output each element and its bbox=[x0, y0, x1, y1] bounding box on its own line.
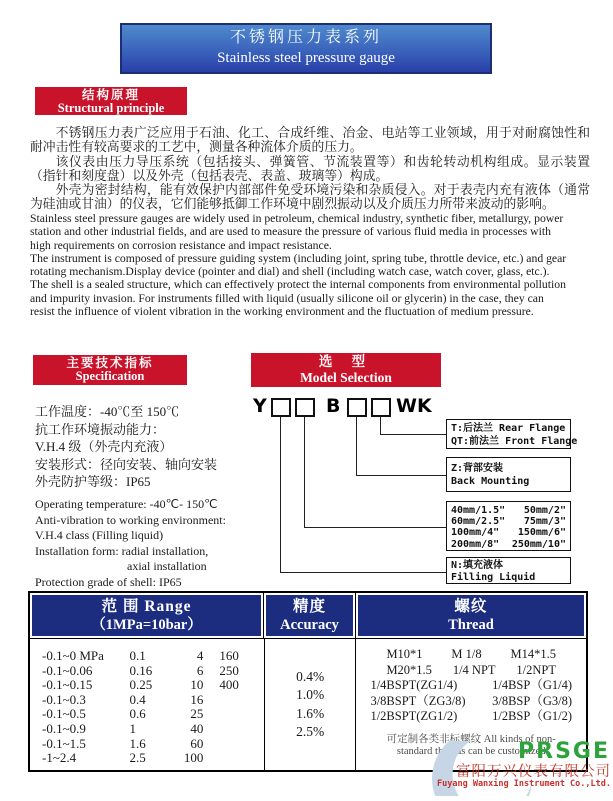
accuracy-value: 1.6% bbox=[296, 705, 325, 721]
size-value: 250mm/10" bbox=[511, 538, 566, 550]
size-row bbox=[451, 516, 566, 527]
spec-zh-line: V.H.4 级（外壳内充液） bbox=[35, 439, 173, 455]
model-code-y: Y bbox=[253, 395, 267, 417]
header-range-sub: （1MPa=10bar） bbox=[91, 617, 202, 633]
callout-mounting bbox=[446, 457, 571, 492]
badge-structural-en: Structural principle bbox=[57, 101, 165, 115]
size-value: 75mm/3" bbox=[523, 516, 566, 528]
callout-mounting-line1: Z:背部安装 bbox=[451, 463, 504, 474]
badge-model-en: Model Selection bbox=[300, 370, 392, 385]
intro-en-p1: Stainless steel pressure gauges are widely used in petroleum, chemical industry, synthetic fiber, metallurgy, power station and other industrial fields, and are used to measure the pressure of various fluid media in processes with high requirements on corrosion resistance and impact resistance. bbox=[30, 212, 564, 252]
spec-en-line: Anti-vibration to working environment: bbox=[35, 512, 226, 527]
spec-en-line: Operating temperature: -40℃- 150℃ bbox=[35, 497, 218, 511]
size-value: 40mm/1.5" bbox=[451, 505, 506, 516]
header-range-zh: 范 围 Range bbox=[101, 598, 192, 615]
intro-zh-p2: 该仪表由压力导压系统（包括接头、弹簧管、节流装置等）和齿轮转动机构组成。显示装置（指针和刻度盘）以及外壳（包括表壳、表盖、玻璃等）构成。 bbox=[30, 154, 590, 183]
accuracy-value: 0.4% bbox=[296, 669, 325, 684]
header-accuracy-zh: 精度 bbox=[292, 598, 326, 615]
range-row: -0.1~0.9 1 40 bbox=[42, 720, 204, 736]
intro-chinese bbox=[30, 126, 590, 212]
intro-en-p2: The instrument is composed of pressure guiding system (including joint, spring tube, throttle device, etc.) and gear rotating mechanism.Display device (pointer and dial) and shell (including watch case, watch cover, glass, etc.). bbox=[30, 251, 567, 279]
connector-line bbox=[380, 417, 381, 435]
accuracy-cell bbox=[265, 639, 356, 771]
badge-structural-principle bbox=[35, 87, 187, 115]
company-name-zh: 富阳万兴仪表有限公司 bbox=[456, 764, 611, 780]
company-logo-prsge: PRSGE bbox=[518, 739, 610, 764]
spec-en-line: axial installation bbox=[127, 559, 207, 574]
connector-line bbox=[380, 434, 446, 435]
callout-filling-line1: N:填充液体 bbox=[451, 560, 504, 571]
thread-row: M20*1.5 1/4 NPT 1/2NPT bbox=[386, 662, 556, 677]
company-name-en: Fuyang Wanxing Instrument Co.,Ltd. bbox=[437, 779, 611, 789]
connector-line bbox=[280, 572, 446, 573]
badge-model-zh: 选 型 bbox=[318, 354, 374, 369]
thread-row: 1/4BSPT(ZG1/4) 1/4BSP（G1/4) bbox=[370, 678, 572, 693]
callout-flange-line2: QT:前法兰 Front Flange bbox=[451, 436, 578, 447]
header-accuracy-en: Accuracy bbox=[280, 617, 339, 633]
model-code-box-3 bbox=[347, 398, 367, 417]
range-row: -0.1~0.15 0.25 10 400 bbox=[42, 677, 239, 693]
intro-en-p3: The shell is a sealed structure, which can effectively protect the internal components from environmental pollution and impurity invasion. For instruments filled with liquid (usually silicone oil or glycerin) in the case, they can resist the influence of violent vibration in the working environment and the fluctuation of medium pressure. bbox=[30, 278, 566, 319]
badge-spec-en: Specification bbox=[75, 369, 145, 383]
thread-row: M10*1 M 1/8 M14*1.5 bbox=[386, 647, 556, 661]
range-row: -0.1~0 MPa 0.1 4 160 bbox=[42, 648, 239, 663]
callout-mounting-line2: Back Mounting bbox=[451, 476, 530, 487]
connector-line bbox=[356, 475, 446, 476]
header-thread-zh: 螺纹 bbox=[454, 598, 488, 615]
title-en: Stainless steel pressure gauge bbox=[217, 50, 395, 66]
badge-structural-zh: 结构原理 bbox=[81, 88, 140, 102]
accuracy-value: 1.0% bbox=[296, 687, 325, 703]
intro-zh-p3: 外壳为密封结构，能有效保护内部部件免受环境污染和杂质侵入。对于表壳内充有液体（通常为硅油或甘油）的仪表，它们能够抵御工作环境中剧烈振动以及介质压力所带来波动的影响。 bbox=[30, 183, 590, 212]
callout-filling-line2: Filling Liquid bbox=[451, 571, 536, 583]
thread-row: 1/2BSPT(ZG1/2) 1/2BSP（G1/2) bbox=[370, 709, 572, 724]
spec-zh-line: 外壳防护等级：IP65 bbox=[35, 474, 151, 490]
size-row bbox=[451, 505, 566, 516]
connector-line bbox=[356, 417, 357, 476]
model-code-box-2 bbox=[295, 398, 315, 417]
size-value: 200mm/8" bbox=[451, 538, 500, 550]
range-row: -0.1~0.3 0.4 16 bbox=[42, 691, 204, 707]
model-code-b: B bbox=[326, 395, 341, 417]
range-row: -0.1~0.5 0.6 25 bbox=[42, 706, 204, 722]
range-row: -0.1~0.06 0.16 6 250 bbox=[42, 662, 239, 678]
intro-zh-p1: 不锈钢压力表广泛应用于石油、化工、合成纤维、冶金、电站等工业领域，用于对耐腐蚀性和耐冲击性有较高要求的工艺中，测量各种流体介质的压力。 bbox=[30, 126, 590, 155]
spec-en-line: Installation form: radial installation, bbox=[35, 543, 209, 558]
size-value: 100mm/4" bbox=[451, 527, 500, 539]
badge-spec-zh: 主要技术指标 bbox=[66, 356, 154, 370]
badge-model-selection bbox=[251, 353, 441, 387]
size-row bbox=[451, 539, 566, 550]
spec-en-line: Protection grade of shell: IP65 bbox=[35, 574, 182, 589]
range-cell bbox=[30, 639, 265, 771]
connector-line bbox=[304, 417, 305, 528]
spec-zh-line: 安装形式：径向安装、轴向安装 bbox=[35, 456, 218, 472]
size-value: 150mm/6" bbox=[517, 527, 566, 539]
spec-list-zh bbox=[35, 403, 255, 491]
range-row: -1~2.4 2.5 100 bbox=[42, 750, 204, 766]
size-row bbox=[451, 527, 566, 538]
spec-zh-line: 抗工作环境振动能力： bbox=[35, 421, 166, 437]
model-code-box-4 bbox=[371, 398, 391, 417]
spec-zh-line: 工作温度：-40℃至 150℃ bbox=[35, 404, 180, 419]
spec-list-en bbox=[35, 497, 265, 591]
model-code-wk: WK bbox=[396, 395, 432, 417]
header-cell-accuracy bbox=[264, 593, 356, 638]
connector-line bbox=[280, 417, 281, 573]
spec-en-line: V.H.4 class (Filling liquid) bbox=[35, 528, 164, 543]
accuracy-value: 2.5% bbox=[296, 724, 325, 740]
custom-thread-note: 可定制各类非标螺纹 All kinds of non- standard threads can be customized bbox=[386, 733, 556, 758]
table-header-row bbox=[30, 593, 586, 639]
title-banner bbox=[120, 23, 492, 74]
size-value: 50mm/2" bbox=[523, 505, 566, 516]
title-zh: 不锈钢压力表系列 bbox=[229, 29, 382, 46]
callout-flange bbox=[446, 419, 578, 449]
callout-dial-sizes bbox=[446, 501, 571, 551]
header-cell-thread bbox=[356, 593, 586, 638]
range-row: -0.1~1.5 1.6 60 bbox=[42, 735, 204, 751]
badge-specification bbox=[33, 355, 187, 385]
thread-row: 3/8BSPT（ZG3/8) 3/8BSP（G3/8) bbox=[370, 693, 572, 708]
intro-english bbox=[30, 212, 570, 318]
model-code-box-1 bbox=[271, 398, 291, 417]
header-thread-en: Thread bbox=[448, 617, 494, 633]
connector-line bbox=[304, 527, 446, 528]
header-cell-range bbox=[30, 593, 264, 638]
callout-filling bbox=[446, 557, 571, 584]
callout-flange-line1: T:后法兰 Rear Flange bbox=[451, 423, 566, 434]
size-value: 60mm/2.5" bbox=[451, 516, 506, 528]
